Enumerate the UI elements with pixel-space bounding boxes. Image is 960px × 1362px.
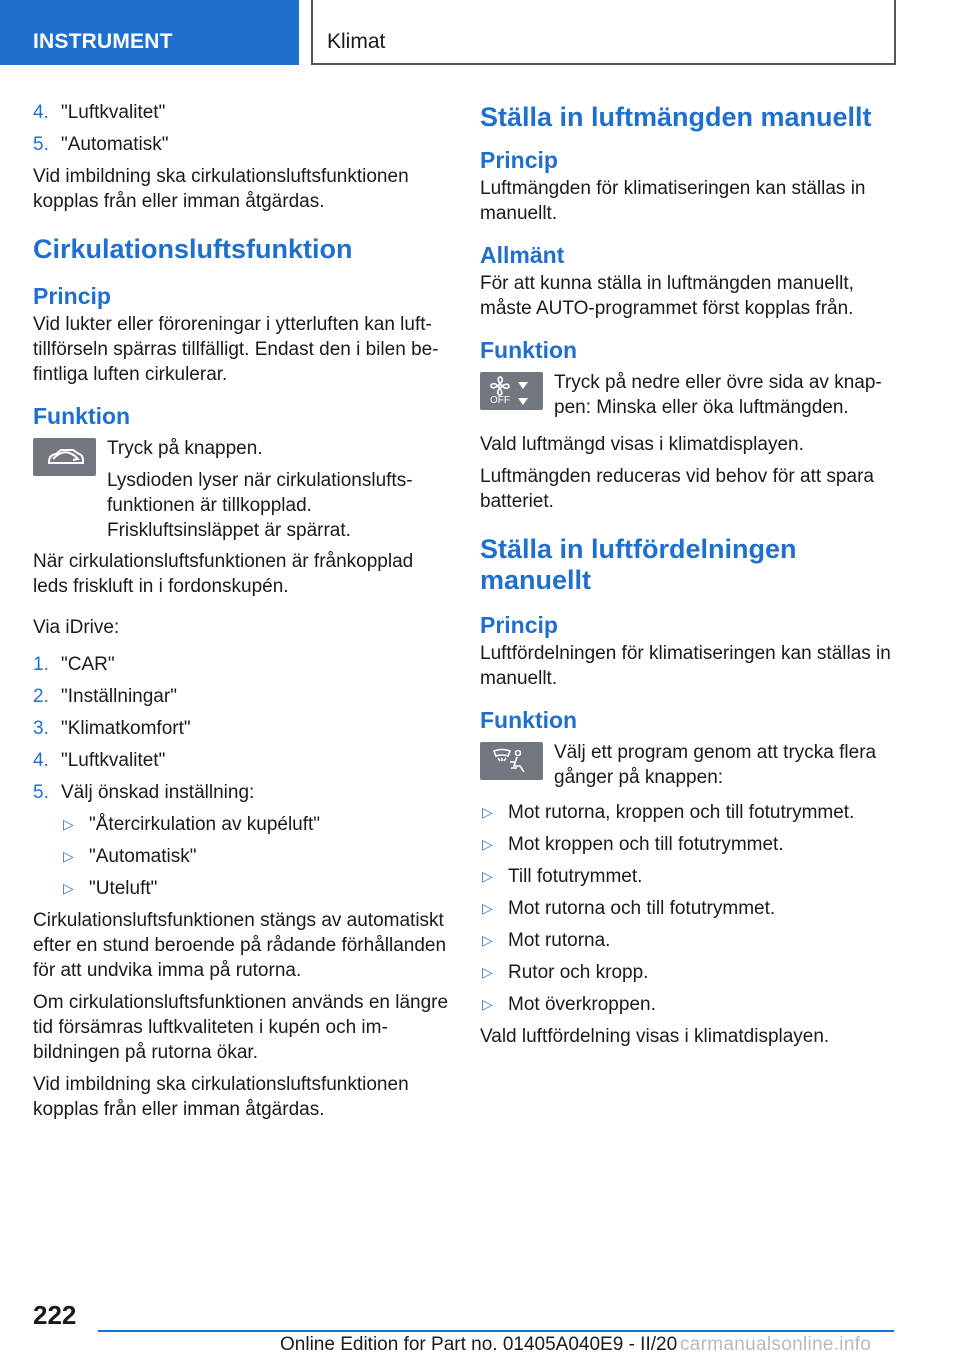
subheading-funktion: Funktion: [480, 707, 578, 733]
list-item: ▷ Rutor och kropp.: [482, 962, 649, 983]
bullet-triangle-icon: ▷: [63, 816, 74, 832]
list-item: ▷ "Automatisk": [63, 846, 197, 867]
paragraph: För att kunna ställa in luftmängden manuellt, måste AUTO-programmet först kopplas från.: [480, 273, 854, 319]
list-item: 1. "CAR": [33, 654, 115, 675]
subheading-funktion: Funktion: [480, 337, 578, 363]
watermark: carmanualsonline.info: [680, 1334, 872, 1355]
bullet-triangle-icon: ▷: [482, 804, 493, 820]
section-heading: Cirkulationsluftsfunktion: [33, 234, 353, 264]
button-text: Välj ett program genom att trycka flera gånger på knappen:: [554, 742, 877, 788]
button-instruction: [480, 370, 900, 420]
paragraph: Cirkulationsluftsfunktionen stängs av automatiskt efter en stund beroende på rådande förhållanden för att undvika imma på rutorna.: [33, 910, 447, 981]
list-item: 4. "Luftkvalitet": [33, 750, 166, 771]
section-title: INSTRUMENT: [33, 30, 173, 53]
recirculation-button-icon: [33, 438, 96, 476]
section-tab: [0, 0, 299, 65]
bullet-triangle-icon: ▷: [482, 868, 493, 884]
button-instruction: [480, 740, 900, 790]
fan-button-label: OFF: [490, 395, 510, 406]
button-text: Tryck på knappen.: [107, 438, 263, 459]
paragraph: Vald luftfördelning visas i klimatdisplayen.: [480, 1026, 830, 1047]
list-item: 5. Välj önskad inställning:: [33, 782, 255, 803]
list-item: ▷ Mot rutorna, kroppen och till fotutrymmet.: [482, 802, 855, 823]
button-text: Tryck på nedre eller övre sida av knappen: Minska eller öka luftmängden.: [554, 372, 882, 418]
list-item: 5. "Automatisk": [33, 134, 169, 155]
bullet-triangle-icon: ▷: [482, 932, 493, 948]
fan-button-icon: [480, 372, 543, 410]
subheading-funktion: Funktion: [33, 403, 131, 429]
paragraph: Vid imbildning ska cirkulationsluftsfunktionen kopplas från eller imman åtgärdas.: [33, 1074, 409, 1120]
list-item: ▷ Mot överkroppen.: [482, 994, 656, 1015]
button-instruction: [33, 436, 449, 543]
paragraph: Via iDrive:: [33, 617, 120, 638]
paragraph: Luftfördelningen för klimatiseringen kan ställas in manuellt.: [480, 643, 891, 689]
bullet-triangle-icon: ▷: [63, 880, 74, 896]
chapter-tab: [311, 0, 896, 65]
list-item: 2. "Inställningar": [33, 686, 177, 707]
paragraph: Vid lukter eller föroreningar i ytterluften kan lufttillförseln spärras tillfälligt. Endast den i bilen befintliga luften cirkulerar.: [33, 314, 439, 385]
list-item: 3. "Klimatkomfort": [33, 718, 191, 739]
subheading-princip: Princip: [480, 612, 558, 638]
paragraph: När cirkulationsluftsfunktionen är frånkopplad leds friskluft in i fordonskupén.: [33, 551, 414, 597]
list-item: ▷ Till fotutrymmet.: [482, 866, 643, 887]
button-text: Lysdioden lyser när cirkulationsluftsfunktionen är tillkopplad. Friskluftsinsläppet är spärrat.: [107, 470, 413, 541]
list-item: ▷ Mot rutorna.: [482, 930, 611, 951]
subheading-allmant: Allmänt: [480, 242, 565, 268]
paragraph: Vid imbildning ska cirkulationsluftsfunktionen kopplas från eller imman åtgärdas.: [33, 166, 409, 212]
bullet-triangle-icon: ▷: [482, 964, 493, 980]
list-item: ▷ "Uteluft": [63, 878, 158, 899]
paragraph: Luftmängden för klimatiseringen kan ställas in manuellt.: [480, 178, 866, 224]
bullet-triangle-icon: ▷: [63, 848, 74, 864]
chapter-title: Klimat: [327, 30, 386, 53]
paragraph: Luftmängden reduceras vid behov för att spara batteriet.: [480, 466, 874, 512]
list-item: 4. "Luftkvalitet": [33, 102, 166, 123]
section-heading: Ställa in luftfördelningen manuellt: [480, 534, 797, 595]
footer-divider: [98, 1330, 894, 1332]
paragraph: Vald luftmängd visas i klimatdisplayen.: [480, 434, 804, 455]
right-column: [480, 100, 900, 1056]
paragraph: Om cirkulationsluftsfunktionen används en längre tid försämras luftkvaliteten i kupén och imbildningen på rutorna ökar.: [33, 992, 449, 1063]
subheading-princip: Princip: [33, 283, 111, 309]
bullet-triangle-icon: ▷: [482, 836, 493, 852]
air-distribution-button-icon: [480, 742, 543, 780]
edition-text: Online Edition for Part no. 01405A040E9 - II/20: [280, 1334, 678, 1355]
subheading-princip: Princip: [480, 147, 558, 173]
list-item: ▷ "Återcirkulation av kupéluft": [63, 814, 321, 835]
bullet-triangle-icon: ▷: [482, 900, 493, 916]
left-column: [33, 100, 449, 1129]
list-item: ▷ Mot kroppen och till fotutrymmet.: [482, 834, 784, 855]
page-number: 222: [33, 1300, 77, 1330]
bullet-triangle-icon: ▷: [482, 996, 493, 1012]
list-item: ▷ Mot rutorna och till fotutrymmet.: [482, 898, 776, 919]
section-heading: Ställa in luftmängden manuellt: [480, 102, 872, 132]
